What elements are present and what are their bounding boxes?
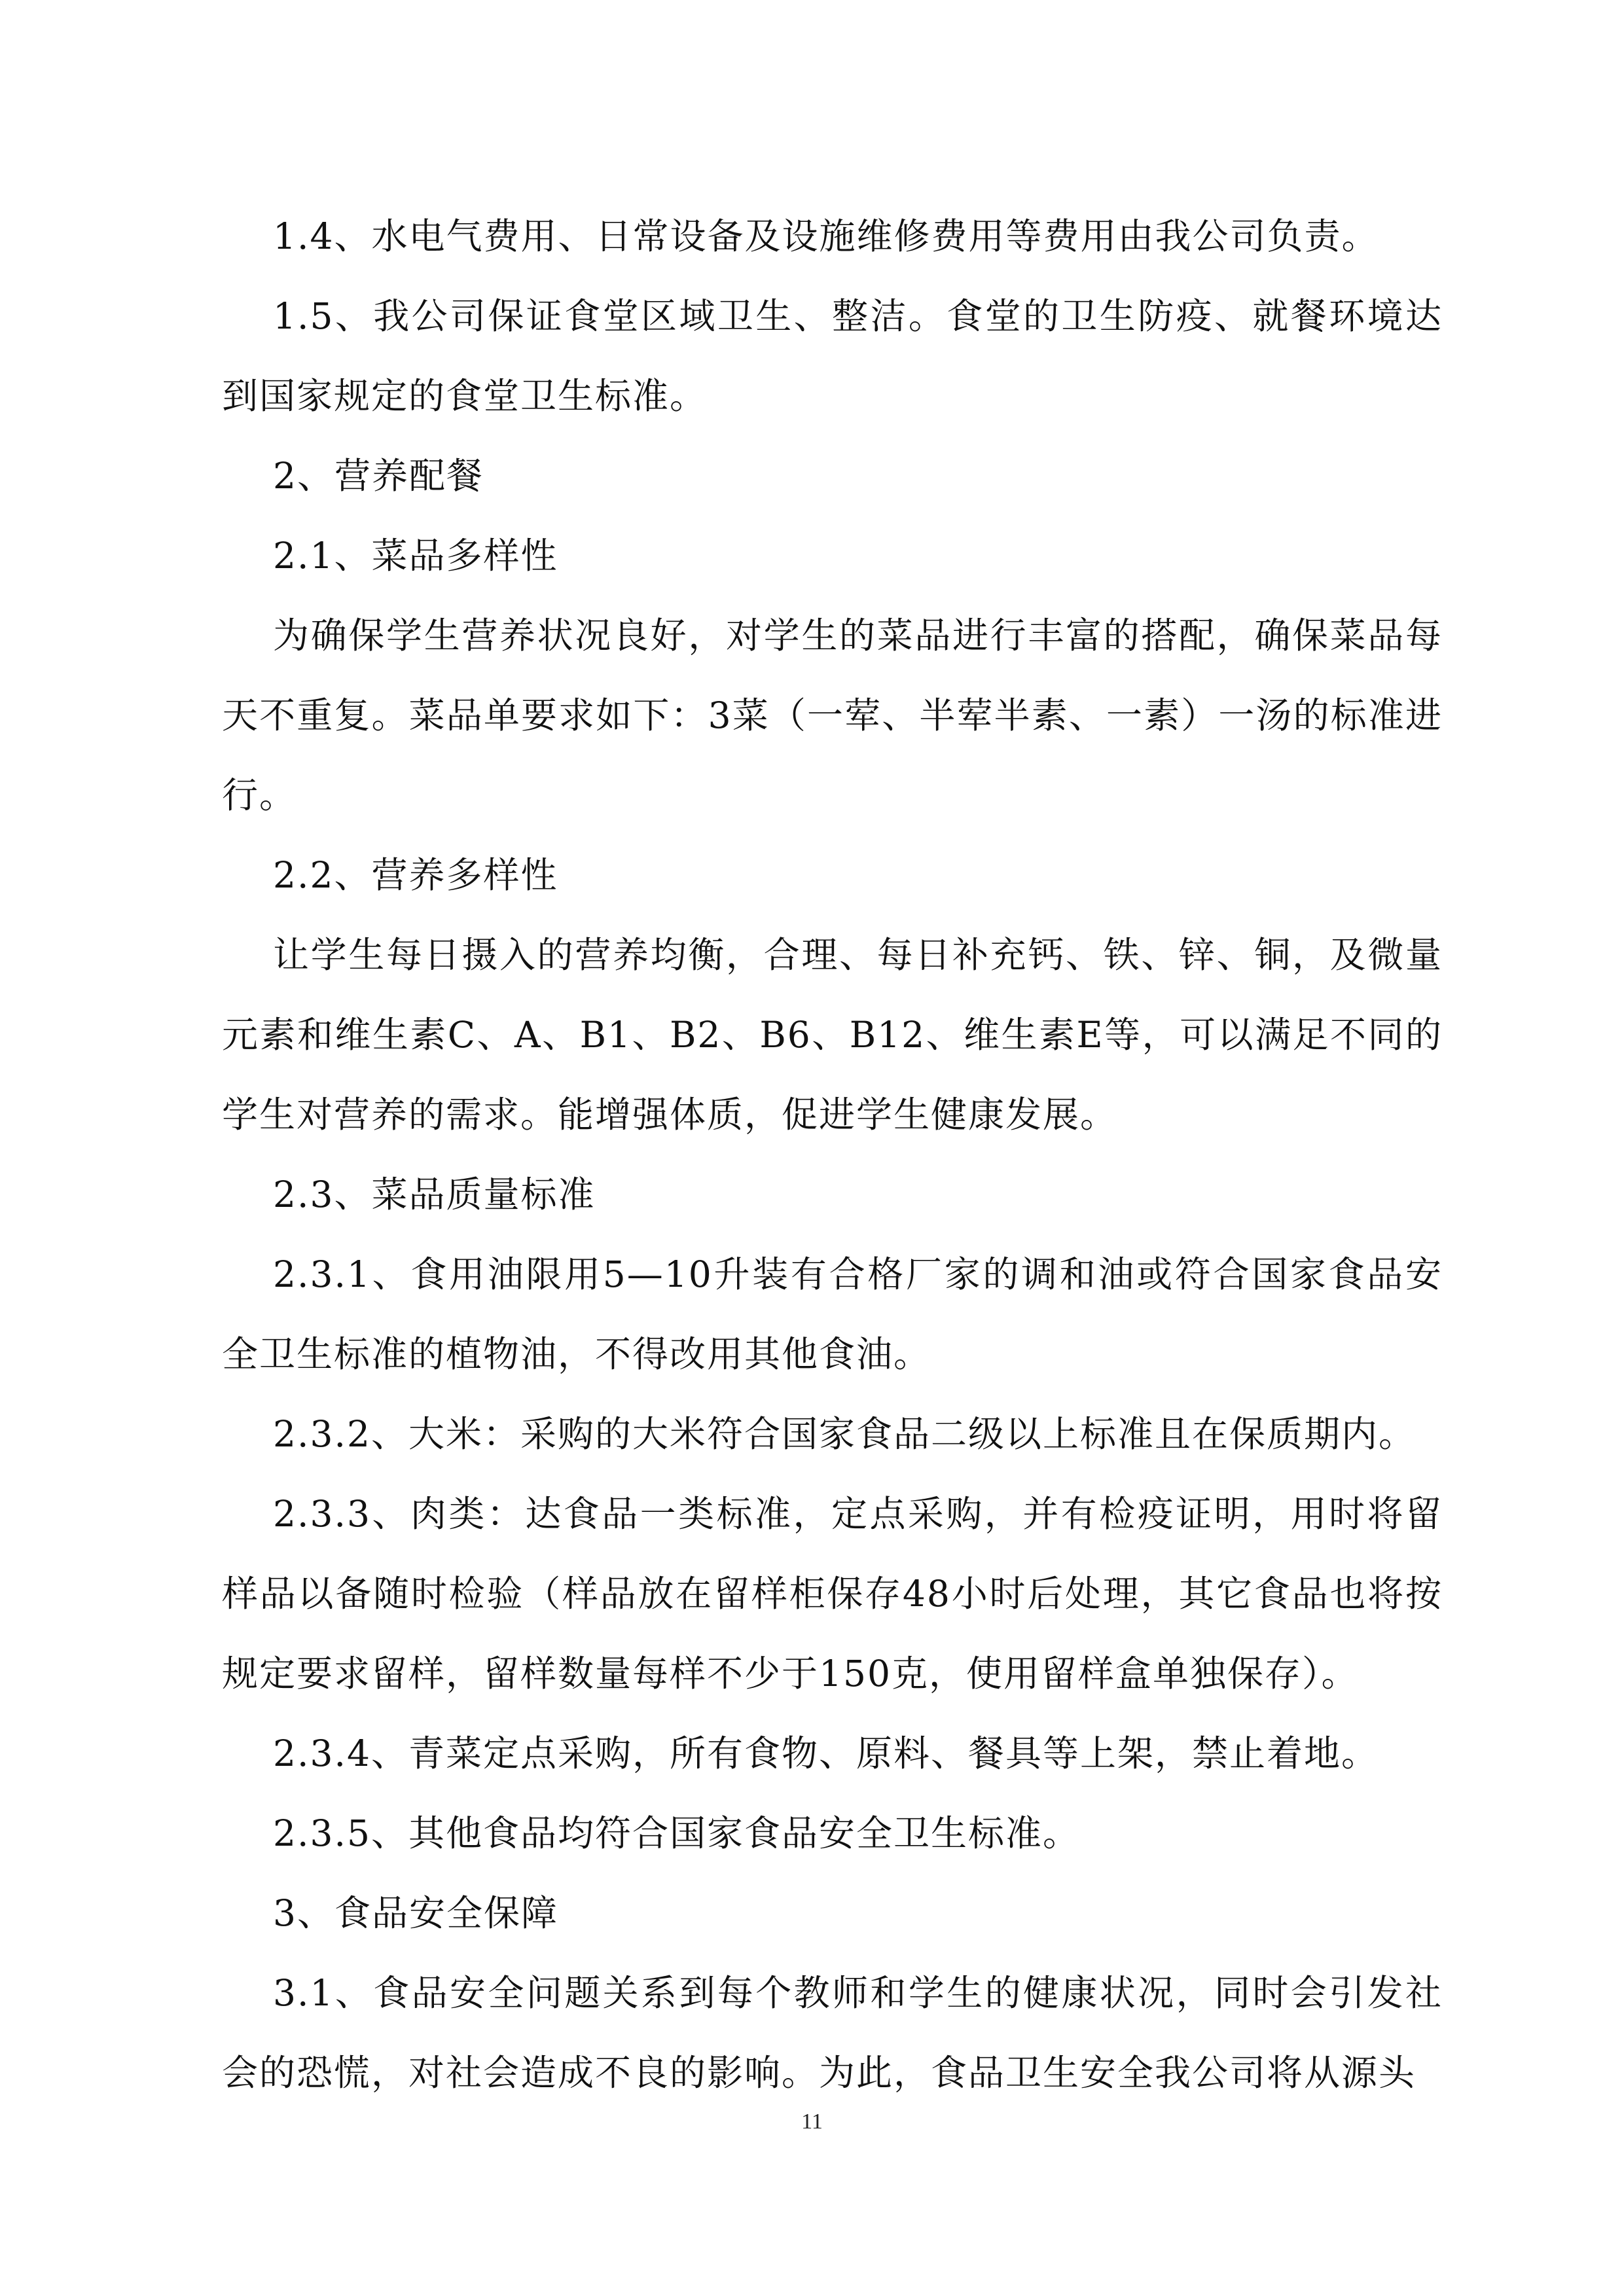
paragraph-2-3-1: 2.3.1、食用油限用5—10升装有合格厂家的调和油或符合国家食品安全卫生标准的植物油，不得改用其他食油。 <box>222 1253 1443 1375</box>
page-number: 11 <box>801 2109 823 2134</box>
subheading-2-1: 2.1、菜品多样性 <box>273 535 558 577</box>
subheading-2-3: 2.3、菜品质量标准 <box>273 1174 596 1215</box>
document-body <box>222 196 1443 2113</box>
paragraph-2-1-body: 为确保学生营养状况良好，对学生的菜品进行丰富的搭配，确保菜品每天不重复。菜品单要求如下：3菜（一荤、半荤半素、一素）一汤的标准进行。 <box>222 615 1443 816</box>
paragraph-1-4: 1.4、水电气费用、日常设备及设施维修费用等费用由我公司负责。 <box>273 215 1379 257</box>
paragraph-2-3-3: 2.3.3、肉类：达食品一类标准，定点采购，并有检疫证明，用时将留样品以备随时检验（样品放在留样柜保存48小时后处理，其它食品也将按规定要求留样，留样数量每样不少于150克，使用留样盒单独保存）。 <box>222 1493 1443 1695</box>
paragraph-3-1: 3.1、食品安全问题关系到每个教师和学生的健康状况，同时会引发社会的恐慌，对社会造成不良的影响。为此，食品卫生安全我公司将从源头 <box>222 1972 1443 2094</box>
subheading-2-2: 2.2、营养多样性 <box>273 854 558 896</box>
paragraph-2-3-5: 2.3.5、其他食品均符合国家食品安全卫生标准。 <box>273 1812 1080 1854</box>
paragraph-1-5: 1.5、我公司保证食堂区域卫生、整洁。食堂的卫生防疫、就餐环境达到国家规定的食堂卫生标准。 <box>222 295 1443 417</box>
paragraph-2-3-4: 2.3.4、青菜定点采购，所有食物、原料、餐具等上架，禁止着地。 <box>273 1732 1379 1774</box>
paragraph-2-2-body: 让学生每日摄入的营养均衡，合理、每日补充钙、铁、锌、铜，及微量元素和维生素C、A、B1、B2、B6、B12、维生素E等，可以满足不同的学生对营养的需求。能增强体质，促进学生健康发展。 <box>222 934 1443 1136</box>
section-heading-3: 3、食品安全保障 <box>273 1892 558 1934</box>
section-heading-2: 2、营养配餐 <box>273 455 484 497</box>
paragraph-2-3-2: 2.3.2、大米：采购的大米符合国家食品二级以上标准且在保质期内。 <box>273 1413 1416 1455</box>
